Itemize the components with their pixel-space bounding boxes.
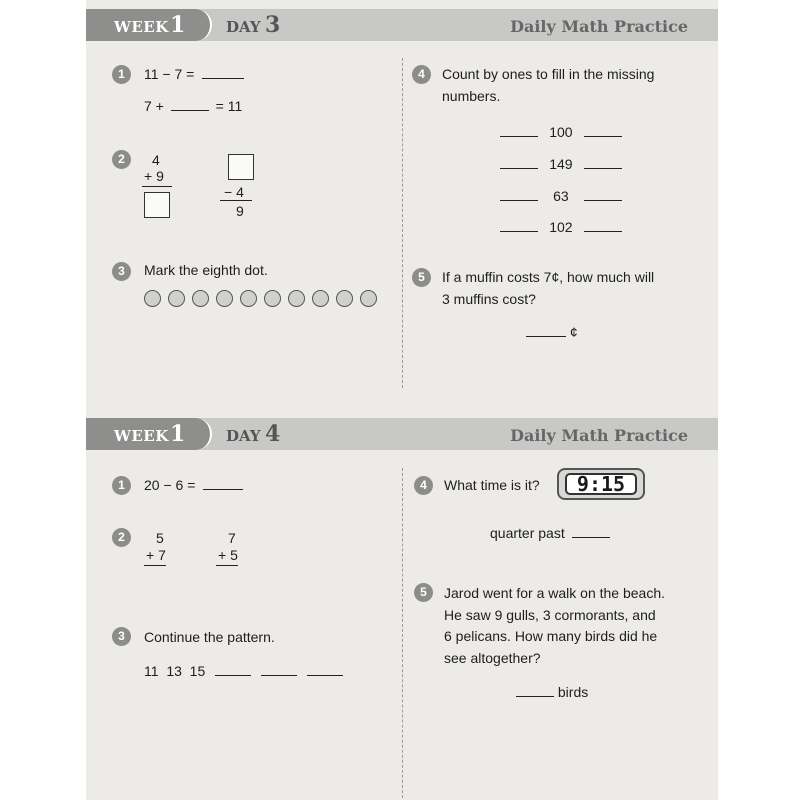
question-number-4: 4 — [412, 65, 431, 84]
day-4-section — [86, 408, 718, 800]
q3-pattern — [144, 663, 343, 679]
day-3-section — [86, 0, 718, 408]
q4-row-2-blank-right[interactable] — [584, 156, 622, 169]
q1-text-b: = 11 — [215, 98, 243, 114]
dot-3[interactable] — [192, 290, 209, 307]
dot-8[interactable] — [312, 290, 329, 307]
q5-unit: birds — [557, 684, 589, 700]
column-divider — [402, 468, 403, 798]
q4-answer — [490, 525, 610, 541]
q3-prompt: Continue the pattern. — [144, 629, 275, 645]
question-number-4: 4 — [414, 476, 433, 495]
dot-4[interactable] — [216, 290, 233, 307]
q5-answer-blank[interactable] — [516, 684, 554, 697]
question-number-1: 1 — [112, 476, 131, 495]
q4-row-3-blank-right[interactable] — [584, 188, 622, 201]
practice-title: Daily Math Practice — [510, 426, 688, 445]
q5-prompt-line1: Jarod went for a walk on the beach. — [444, 585, 666, 601]
q3-blank-1[interactable] — [215, 663, 251, 676]
day-label: DAY — [226, 427, 261, 445]
q4-row-4-blank-left[interactable] — [500, 219, 538, 232]
question-number-5: 5 — [412, 268, 431, 287]
q4-row-2 — [500, 156, 622, 172]
q5-prompt-line4: see altogether? — [444, 650, 541, 666]
q4-row-2-blank-left[interactable] — [500, 156, 538, 169]
q4-prompt-line1: Count by ones to fill in the missing — [442, 66, 655, 82]
q2-right-answer-box[interactable] — [228, 154, 254, 180]
q2-b-operator: + 5 — [218, 547, 238, 563]
dot-6[interactable] — [264, 290, 281, 307]
dot-10[interactable] — [360, 290, 377, 307]
day-3-header — [86, 9, 718, 41]
q5-prompt-line1: If a muffin costs 7¢, how much will — [442, 269, 655, 285]
q2-a-top: 5 — [156, 530, 164, 546]
week-number: 1 — [170, 12, 186, 38]
q4-row-3 — [500, 188, 622, 204]
week-tab — [86, 9, 212, 41]
q1-equation — [144, 66, 244, 82]
q1-text-a: 7 + — [144, 98, 164, 114]
q4-row-4-number: 102 — [549, 219, 573, 235]
week-number: 1 — [170, 421, 186, 447]
q3-blank-3[interactable] — [307, 663, 343, 676]
q3-prompt: Mark the eighth dot. — [144, 262, 268, 278]
question-number-2: 2 — [112, 528, 131, 547]
q2-left-answer-box[interactable] — [144, 192, 170, 218]
week-label: WEEK — [114, 18, 169, 36]
q5-prompt-line2: 3 muffins cost? — [442, 291, 536, 307]
q1-equation-2 — [144, 98, 242, 114]
q2-b-sum-line — [216, 565, 238, 566]
q1-equation — [144, 477, 243, 493]
dot-9[interactable] — [336, 290, 353, 307]
column-divider — [402, 58, 403, 388]
dot-7[interactable] — [288, 290, 305, 307]
q4-answer-prefix: quarter past — [490, 525, 565, 541]
question-number-3: 3 — [112, 627, 131, 646]
q5-answer — [526, 324, 578, 340]
q2-right-operator: − 4 — [224, 184, 244, 200]
q4-row-4 — [500, 219, 622, 235]
q4-prompt-line2: numbers. — [442, 88, 501, 104]
practice-title: Daily Math Practice — [510, 17, 688, 36]
q1-answer-blank[interactable] — [202, 66, 244, 79]
q4-row-2-number: 149 — [549, 156, 573, 172]
dot-2[interactable] — [168, 290, 185, 307]
q5-prompt-line2: He saw 9 gulls, 3 cormorants, and — [444, 607, 656, 623]
question-number-2: 2 — [112, 150, 131, 169]
q2-left-top: 4 — [152, 152, 160, 168]
question-number-5: 5 — [414, 583, 433, 602]
q5-answer-blank[interactable] — [526, 324, 566, 337]
dot-5[interactable] — [240, 290, 257, 307]
day-number: 4 — [265, 421, 281, 447]
q1-answer-blank-2[interactable] — [171, 98, 209, 111]
day-4-header — [86, 418, 718, 450]
q3-blank-2[interactable] — [261, 663, 297, 676]
q2-a-operator: + 7 — [146, 547, 166, 563]
q4-row-1-blank-left[interactable] — [500, 124, 538, 137]
q5-unit: ¢ — [569, 324, 578, 340]
clock-display: 9:15 — [565, 473, 637, 495]
q4-answer-blank[interactable] — [572, 525, 610, 538]
q5-answer — [516, 684, 588, 700]
q4-row-3-blank-left[interactable] — [500, 188, 538, 201]
q2-left-operator: + 9 — [144, 168, 164, 184]
dot-1[interactable] — [144, 290, 161, 307]
week-tab — [86, 418, 212, 450]
q1-answer-blank[interactable] — [203, 477, 243, 490]
day-number: 3 — [265, 12, 281, 38]
q4-row-4-blank-right[interactable] — [584, 219, 622, 232]
q4-row-1-number: 100 — [549, 124, 573, 140]
day-label: DAY — [226, 18, 261, 36]
q2-right-bottom: 9 — [236, 203, 244, 219]
q1-text: 11 − 7 = — [144, 66, 195, 82]
q2-left-sum-line — [142, 186, 172, 187]
week-label: WEEK — [114, 427, 169, 445]
question-number-1: 1 — [112, 65, 131, 84]
q1-text: 20 − 6 = — [144, 477, 196, 493]
q4-row-3-number: 63 — [553, 188, 569, 204]
q4-prompt: What time is it? — [444, 477, 540, 493]
q2-a-sum-line — [144, 565, 166, 566]
q2-b-top: 7 — [228, 530, 236, 546]
q4-row-1 — [500, 124, 622, 140]
q2-right-sum-line — [220, 200, 252, 201]
q5-prompt-line3: 6 pelicans. How many birds did he — [444, 628, 658, 644]
q3-pattern-numbers: 11 13 15 — [144, 663, 206, 679]
digital-clock — [557, 468, 645, 500]
q4-row-1-blank-right[interactable] — [584, 124, 622, 137]
question-number-3: 3 — [112, 262, 131, 281]
worksheet-page — [86, 0, 718, 800]
